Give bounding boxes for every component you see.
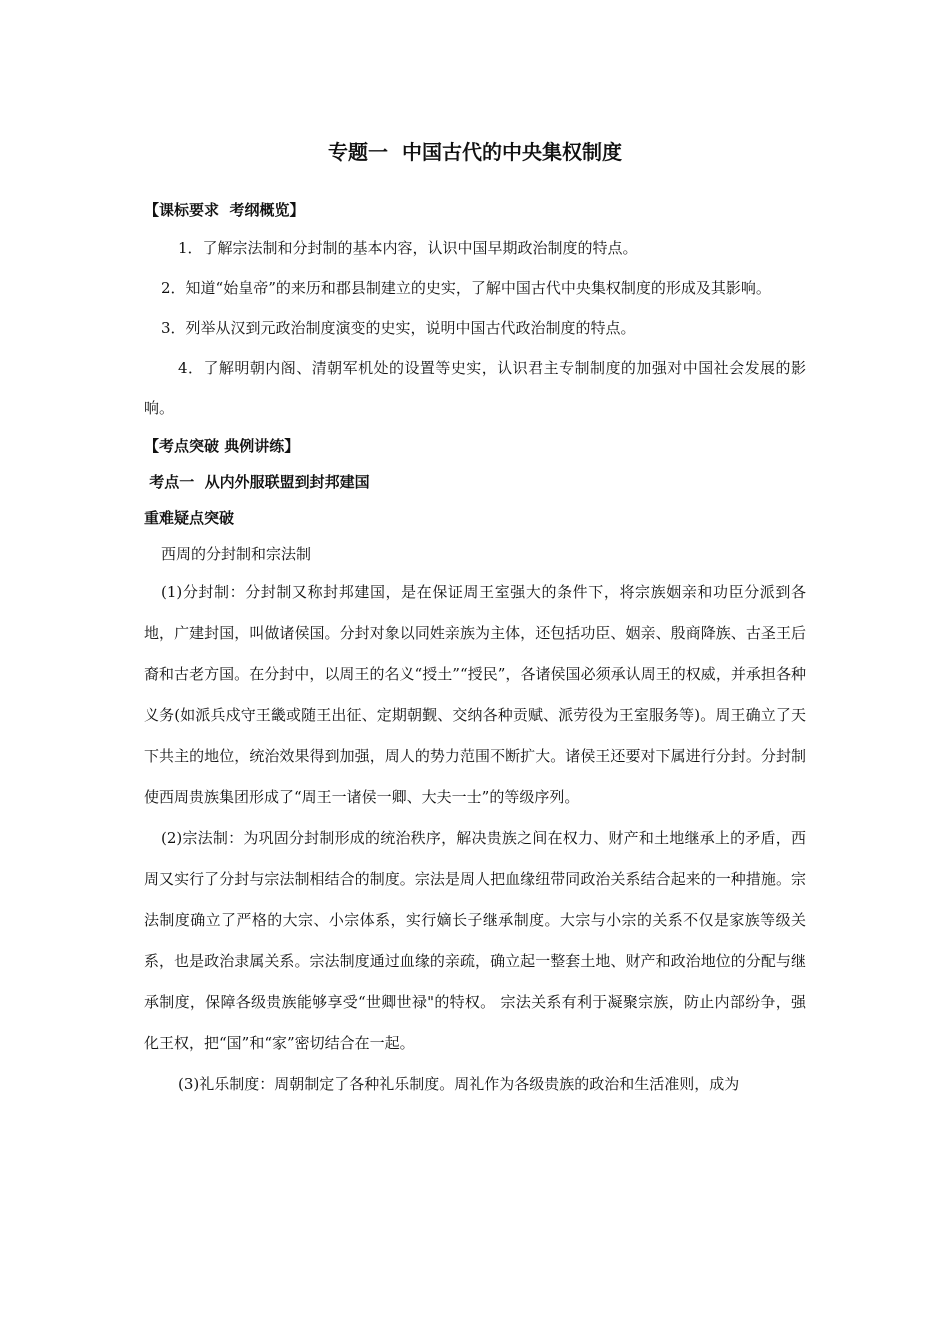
requirement-item-2: 2．知道“始皇帝”的来历和郡县制建立的史实，了解中国古代中央集权制度的形成及其影响。 bbox=[161, 279, 771, 297]
paragraph-zongfa: (2)宗法制：为巩固分封制形成的统治秩序，解决贵族之间在权力、财产和土地继承上的矛盾，西周又实行了分封与宗法制相结合的制度。宗法是周人把血缘纽带同政治关系结合起来的一种措施。宗法制度确立了严格的大宗、小宗体系，实行嫡长子继承制度。大宗与小宗的关系不仅是家族等级关系，也是政治隶属关系。宗法制度通过血缘的亲疏，确立起一整套土地、财产和政治地位的分配与继承制度，保障各级贵族能够享受“世卿世禄"的特权。 宗法关系有利于凝聚宗族，防止内部纷争，强化王权，把“国”和“家”密切结合在一起。 bbox=[144, 829, 806, 1052]
exam-point-heading: 考点一 从内外服联盟到封邦建国 bbox=[144, 473, 370, 491]
document-body bbox=[144, 192, 806, 1105]
section-heading-exam-points: 【考点突破 典例讲练】 bbox=[144, 437, 300, 455]
document-title: 专题一 中国古代的中央集权制度 bbox=[328, 140, 622, 164]
focus-heading: 重难疑点突破 bbox=[144, 509, 235, 527]
requirement-item-3: 3．列举从汉到元政治制度演变的史实，说明中国古代政治制度的特点。 bbox=[161, 319, 636, 337]
requirement-item-1: 1．了解宗法制和分封制的基本内容，认识中国早期政治制度的特点。 bbox=[178, 239, 638, 257]
paragraph-fengjian: (1)分封制：分封制又称封邦建国，是在保证周王室强大的条件下，将宗族姻亲和功臣分派到各地，广建封国，叫做诸侯国。分封对象以同姓亲族为主体，还包括功臣、姻亲、殷商降族、古圣王后裔和古老方国。在分封中，以周王的名义“授土”“授民”，各诸侯国必须承认周王的权威，并承担各种义务(如派兵戍守王畿或随王出征、定期朝觐、交纳各种贡赋、派劳役为王室服务等)。周王确立了天下共主的地位，统治效果得到加强，周人的势力范围不断扩大。诸侯王还要对下属进行分封。分封制使西周贵族集团形成了“周王一诸侯一卿、大夫一士”的等级序列。 bbox=[144, 583, 806, 806]
paragraph-liyue: (3)礼乐制度：周朝制定了各种礼乐制度。周礼作为各级贵族的政治和生活准则，成为 bbox=[178, 1075, 740, 1093]
topic-subtitle: 西周的分封制和宗法制 bbox=[161, 545, 312, 563]
section-heading-requirements: 【课标要求 考纲概览】 bbox=[144, 201, 305, 219]
requirement-item-4: 4．了解明朝内阁、清朝军机处的设置等史实，认识君主专制制度的加强对中国社会发展的影响。 bbox=[144, 359, 806, 417]
